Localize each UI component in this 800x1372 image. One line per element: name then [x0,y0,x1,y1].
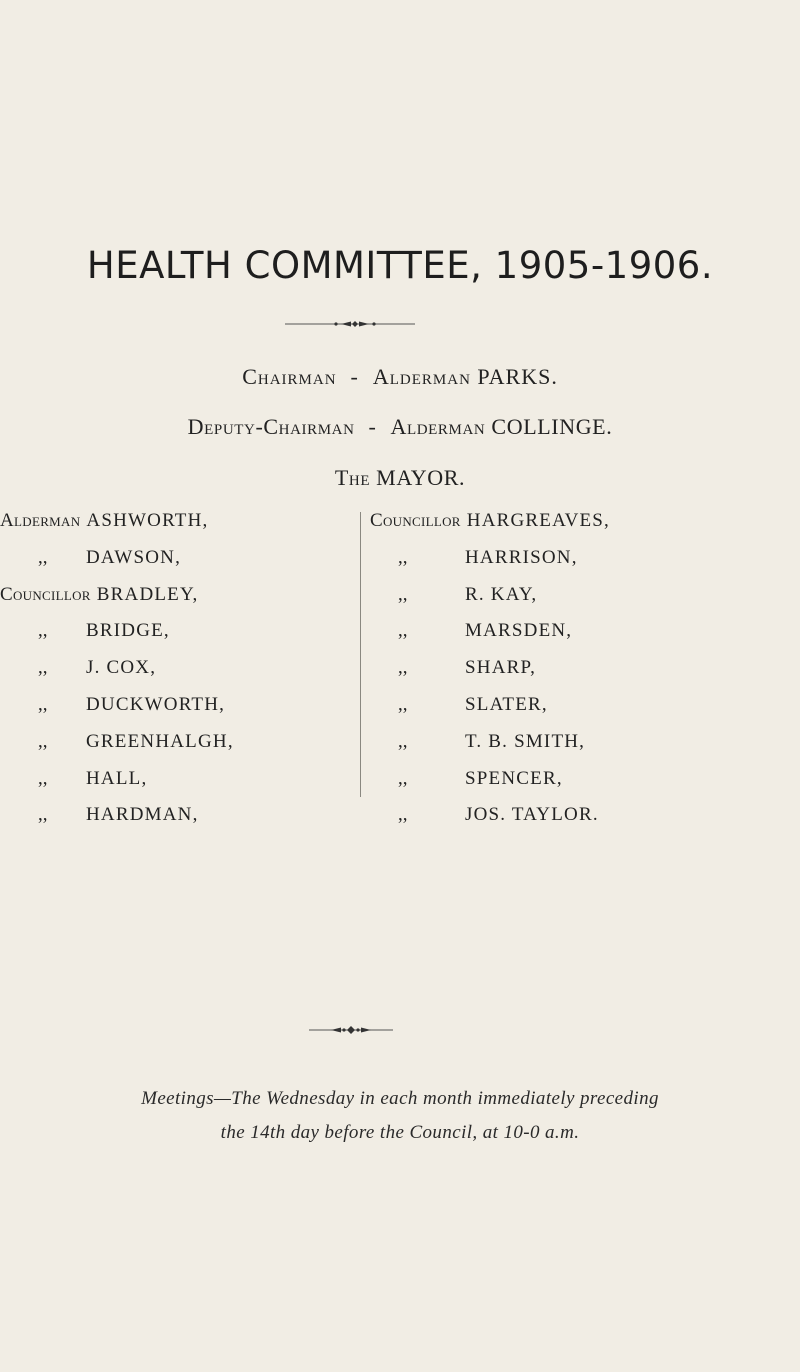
ditto-mark: ,, [38,767,48,789]
ditto-mark: ,, [38,620,48,642]
member-name: MARSDEN, [465,620,573,642]
ditto-mark: ,, [398,620,408,642]
ditto-mark: ,, [398,767,408,789]
member-name: DUCKWORTH, [86,694,226,715]
member-name: R. KAY, [465,583,538,605]
meetings-note-line-1: Meetings—The Wednesday in each month immediately preceding [141,1088,659,1109]
ditto-mark: ,, [38,804,48,826]
ditto-mark: ,, [38,657,48,679]
ditto-mark: ,, [38,694,48,715]
meetings-note-line-2: the 14th day before the Council, at 10-0 a.m. [220,1122,580,1143]
member-name: SPENCER, [465,767,563,789]
ditto-mark: ,, [398,583,408,605]
ditto-mark: ,, [38,730,48,752]
deputy-chairman-name: Alderman COLLINGE. [390,414,613,439]
member-name: JOS. TAYLOR. [465,804,599,826]
member-left [0,584,198,606]
member-title: Councillor [0,583,91,605]
ditto-mark: ,, [398,657,408,679]
member-name: HARGREAVES, [466,510,611,531]
ditto-mark: ,, [398,804,408,826]
member-left [0,510,208,532]
deputy-chairman-role: Deputy-Chairman [187,414,355,439]
member-name: GREENHALGH, [86,730,234,752]
member-name: BRADLEY, [96,583,199,605]
deputy-chairman-line [0,414,800,440]
member-name: HARRISON, [465,546,578,568]
member-name: ASHWORTH, [86,510,209,531]
member-name: DAWSON, [86,546,182,568]
page-title: HEALTH COMMITTEE, 1905-1906. [86,244,714,287]
member-name: HALL, [86,767,148,789]
member-right [370,510,610,532]
chairman-line [0,364,800,390]
mayor-line: The MAYOR. [334,465,466,490]
deputy-chairman-separator: - [368,414,377,439]
column-divider [360,512,361,797]
member-name: J. COX, [86,657,157,679]
top-ornament-rule [285,318,415,330]
bottom-ornament-rule [309,1024,393,1036]
member-name: T. B. SMITH, [465,730,586,752]
member-name: SLATER, [465,694,548,715]
member-title: Councillor [370,510,461,531]
chairman-separator: - [350,364,359,389]
chairman-name: Alderman PARKS. [372,364,558,389]
ditto-mark: ,, [398,546,408,568]
ditto-mark: ,, [38,546,48,568]
ditto-mark: ,, [398,730,408,752]
chairman-role: Chairman [242,364,337,389]
member-title: Alderman [0,510,81,531]
member-name: HARDMAN, [86,804,199,826]
member-name: BRIDGE, [86,620,170,642]
member-name: SHARP, [465,657,537,679]
ditto-mark: ,, [398,694,408,715]
